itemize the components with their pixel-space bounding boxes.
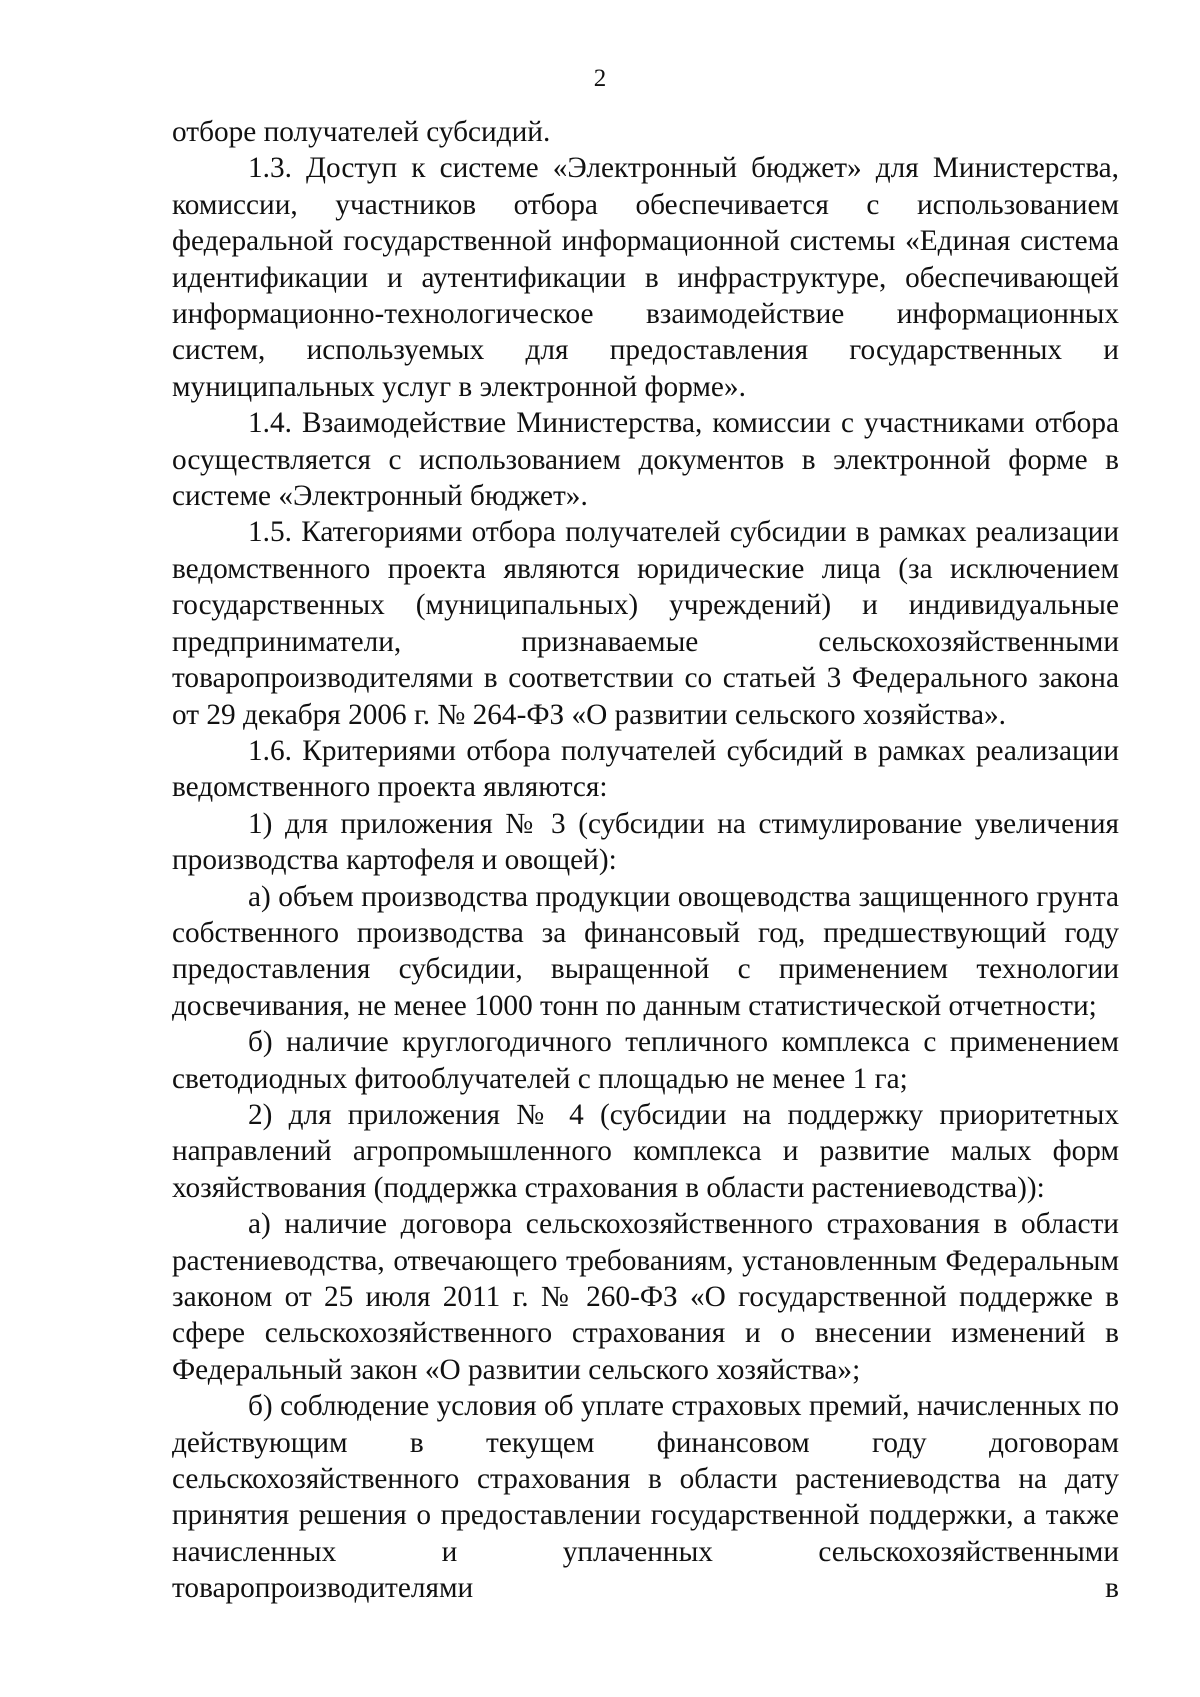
paragraph-1-6: 1.6. Критериями отбора получателей субсидий в рамках реализации ведомственного проекта являются: bbox=[172, 734, 1119, 804]
list-item-1b: б) наличие круглогодичного тепличного комплекса с применением светодиодных фитооблучателей с площадью не менее 1 га; bbox=[172, 1026, 1119, 1095]
list-item-2: 2) для приложения № 4 (субсидии на поддержку приоритетных направлений агропромышленного комплекса и развитие малых форм хозяйствования (поддержка страхования в области растениеводства)): bbox=[172, 1098, 1119, 1204]
list-item-2a: а) наличие договора сельскохозяйственного страхования в области растениеводства, отвечающего требованиям, установленным Федеральным законом от 25 июля 2011 г. № 260-ФЗ «О государственной поддержке в сфере сельскохозяйственного страхования и о внесении изменений в Федеральный закон «О развитии сельского хозяйства»; bbox=[172, 1208, 1119, 1386]
paragraph-1-3: 1.3. Доступ к системе «Электронный бюджет» для Министерства, комиссии, участников отбора обеспечивается с использованием федеральной государственной информационной системы «Единая система идентификации и аутентификации в инфраструктуре, обеспечивающей информационно-технологическое взаимодействие информационных систем, используемых для предоставления государственных и муниципальных услуг в электронной форме». bbox=[172, 152, 1119, 403]
document-body bbox=[172, 114, 1119, 1607]
list-item-1a: а) объем производства продукции овощеводства защищенного грунта собственного производства за финансовый год, предшествующий году предоставления субсидии, выращенной с применением технологии досвечивания, не менее 1000 тонн по данным статистической отчетности; bbox=[172, 880, 1119, 1022]
paragraph-continuation: отборе получателей субсидий. bbox=[172, 116, 551, 148]
page-number: 2 bbox=[593, 65, 607, 92]
paragraph-1-5: 1.5. Категориями отбора получателей субсидии в рамках реализации ведомственного проекта являются юридические лица (за исключением государственных (муниципальных) учреждений) и индивидуальные предприниматели, признаваемые сельскохозяйственными товаропроизводителями в соответствии со статьей 3 Федерального закона от 29 декабря 2006 г. № 264-ФЗ «О развитии сельского хозяйства». bbox=[172, 516, 1119, 731]
list-item-2b: б) соблюдение условия об уплате страховых премий, начисленных по действующим в текущем финансовом году договорам сельскохозяйственного страхования в области растениеводства на дату принятия решения о предоставлении государственной поддержки, а также начисленных и уплаченных сельскохозяйственными товаропроизводителями в bbox=[172, 1390, 1119, 1605]
paragraph-1-4: 1.4. Взаимодействие Министерства, комиссии с участниками отбора осуществляется с использованием документов в электронной форме в системе «Электронный бюджет». bbox=[172, 407, 1119, 513]
list-item-1: 1) для приложения № 3 (субсидии на стимулирование увеличения производства картофеля и овощей): bbox=[172, 807, 1119, 877]
